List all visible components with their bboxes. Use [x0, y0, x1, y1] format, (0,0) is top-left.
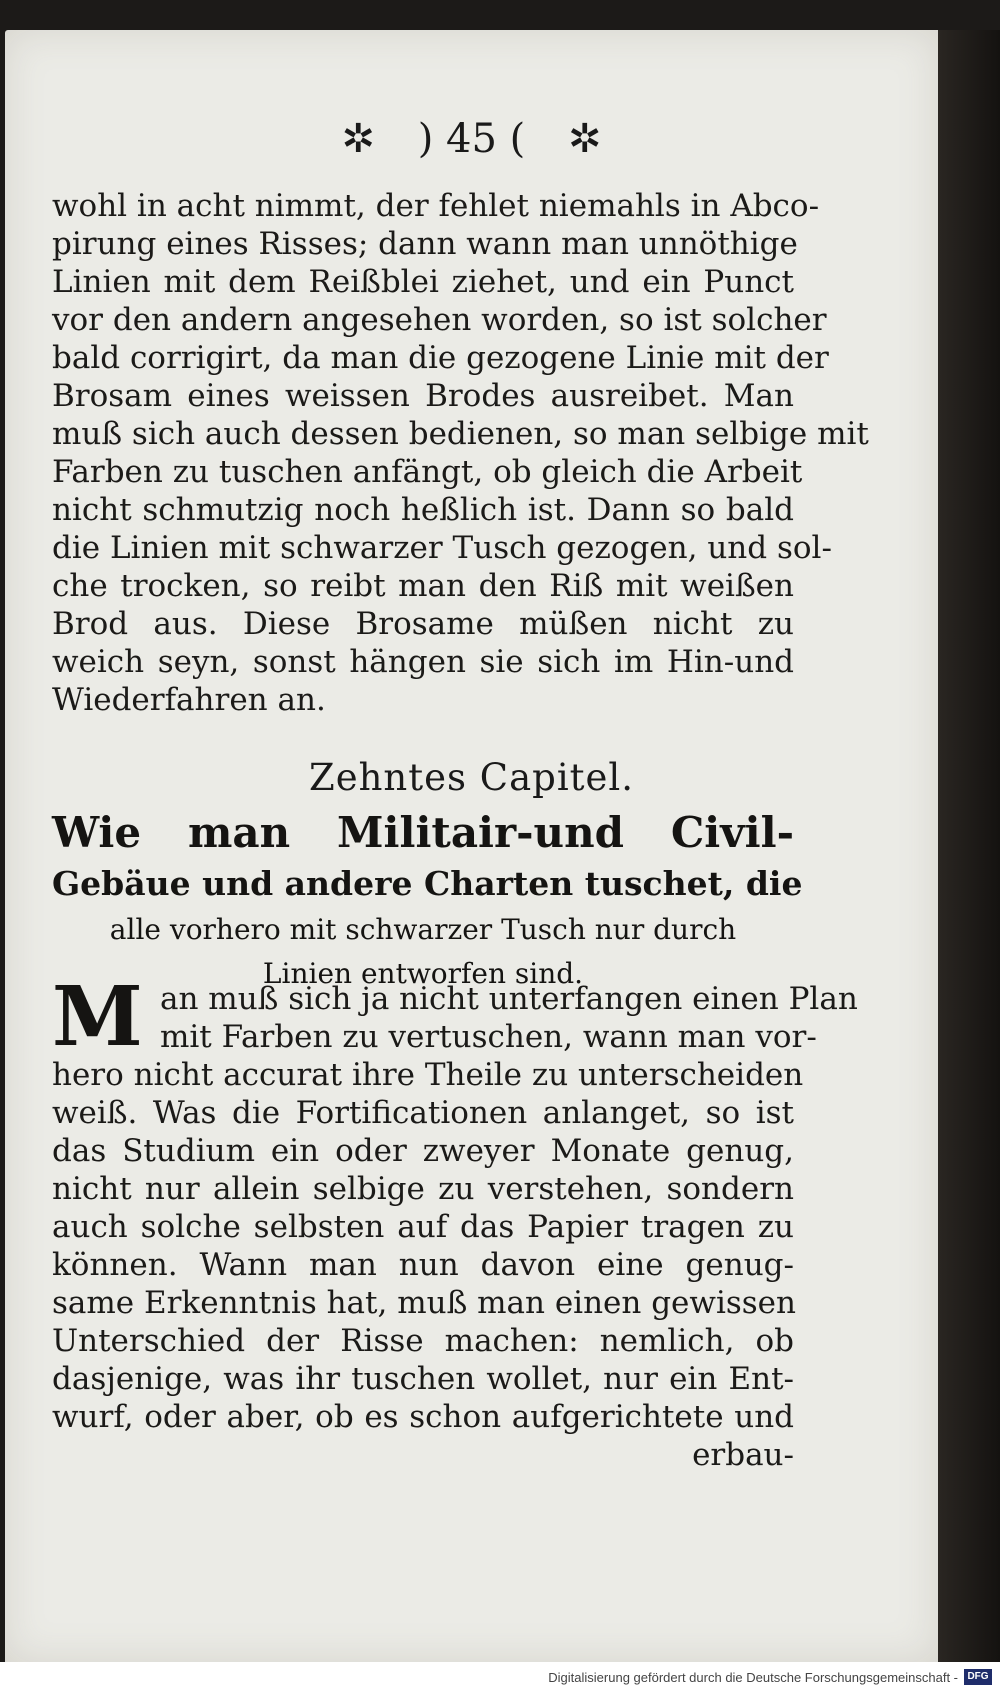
text-line: mit Farben zu vertuschen, wann man vor-	[160, 1019, 817, 1055]
ornament-left-icon: ✲	[341, 116, 375, 162]
text-line: Brosam eines weissen Brodes ausreibet. Man	[52, 378, 794, 414]
footer-bar	[0, 1662, 1000, 1696]
catchword: erbau-	[692, 1437, 794, 1473]
text-line: die Linien mit schwarzer Tusch gezogen, und sol-	[52, 530, 832, 566]
chapter-title-line: Wie man Militair-und Civil-	[52, 808, 794, 857]
text-line: nicht nur allein selbige zu verstehen, sondern	[52, 1171, 794, 1207]
text-line: che trocken, so reibt man den Riß mit weißen	[52, 568, 794, 604]
chapter-title-line: Gebäue und andere Charten tuschet, die	[52, 864, 803, 903]
chapter-title-line: Linien entworfen sind.	[262, 957, 584, 990]
text-line: Unterschied der Risse machen: nemlich, ob	[52, 1323, 794, 1359]
dfg-logo-icon: DFG	[964, 1669, 992, 1685]
text-line: weiß. Was die Fortificationen anlanget, so ist	[52, 1095, 794, 1131]
paragraph-2	[52, 980, 858, 1474]
text-line: bald corrigirt, da man die gezogene Linie mit der	[52, 340, 829, 376]
text-line: wurf, oder aber, ob es schon aufgerichtete und	[52, 1399, 794, 1435]
chapter-title	[52, 806, 803, 996]
paragraph-1	[52, 187, 869, 719]
text-line: pirung eines Risses; dann wann man unnöthige	[52, 226, 798, 262]
text-line: Wiederfahren an.	[52, 682, 326, 718]
text-line: Linien mit dem Reißblei ziehet, und ein Punct	[52, 264, 794, 300]
chapter-title-line: alle vorhero mit schwarzer Tusch nur durch	[109, 913, 737, 946]
text-line: nicht schmutzig noch heßlich ist. Dann so bald	[52, 492, 794, 528]
chapter-heading: Zehntes Capitel.	[308, 756, 635, 799]
text-line: wohl in acht nimmt, der fehlet niemahls in Abco-	[52, 188, 820, 224]
text-line: auch solche selbsten auf das Papier tragen zu	[52, 1209, 794, 1245]
text-line: vor den andern angesehen worden, so ist solcher	[52, 302, 827, 338]
page-header	[0, 116, 943, 162]
text-line: das Studium ein oder zweyer Monate genug,	[52, 1133, 794, 1169]
book-edge	[938, 30, 1000, 1662]
text-line: Farben zu tuschen anfängt, ob gleich die Arbeit	[52, 454, 803, 490]
text-line: weich seyn, sonst hängen sie sich im Hin-und	[52, 644, 794, 680]
page-number: ) 45 (	[417, 116, 526, 162]
text-line: muß sich auch dessen bedienen, so man selbige mit	[52, 416, 869, 452]
text-line: dasjenige, was ihr tuschen wollet, nur ein Ent-	[52, 1361, 794, 1397]
text-line: same Erkenntnis hat, muß man einen gewissen	[52, 1285, 796, 1321]
drop-cap: M	[52, 969, 143, 1065]
text-line: hero nicht accurat ihre Theile zu unterscheiden	[52, 1057, 804, 1093]
footer-credit: Digitalisierung gefördert durch die Deutsche Forschungsgemeinschaft -	[548, 1670, 958, 1685]
text-line: an muß sich ja nicht unterfangen einen Plan	[160, 981, 858, 1017]
text-line: können. Wann man nun davon eine genug-	[52, 1247, 794, 1283]
text-line: Brod aus. Diese Brosame müßen nicht zu	[52, 606, 794, 642]
ornament-right-icon: ✲	[567, 116, 602, 162]
